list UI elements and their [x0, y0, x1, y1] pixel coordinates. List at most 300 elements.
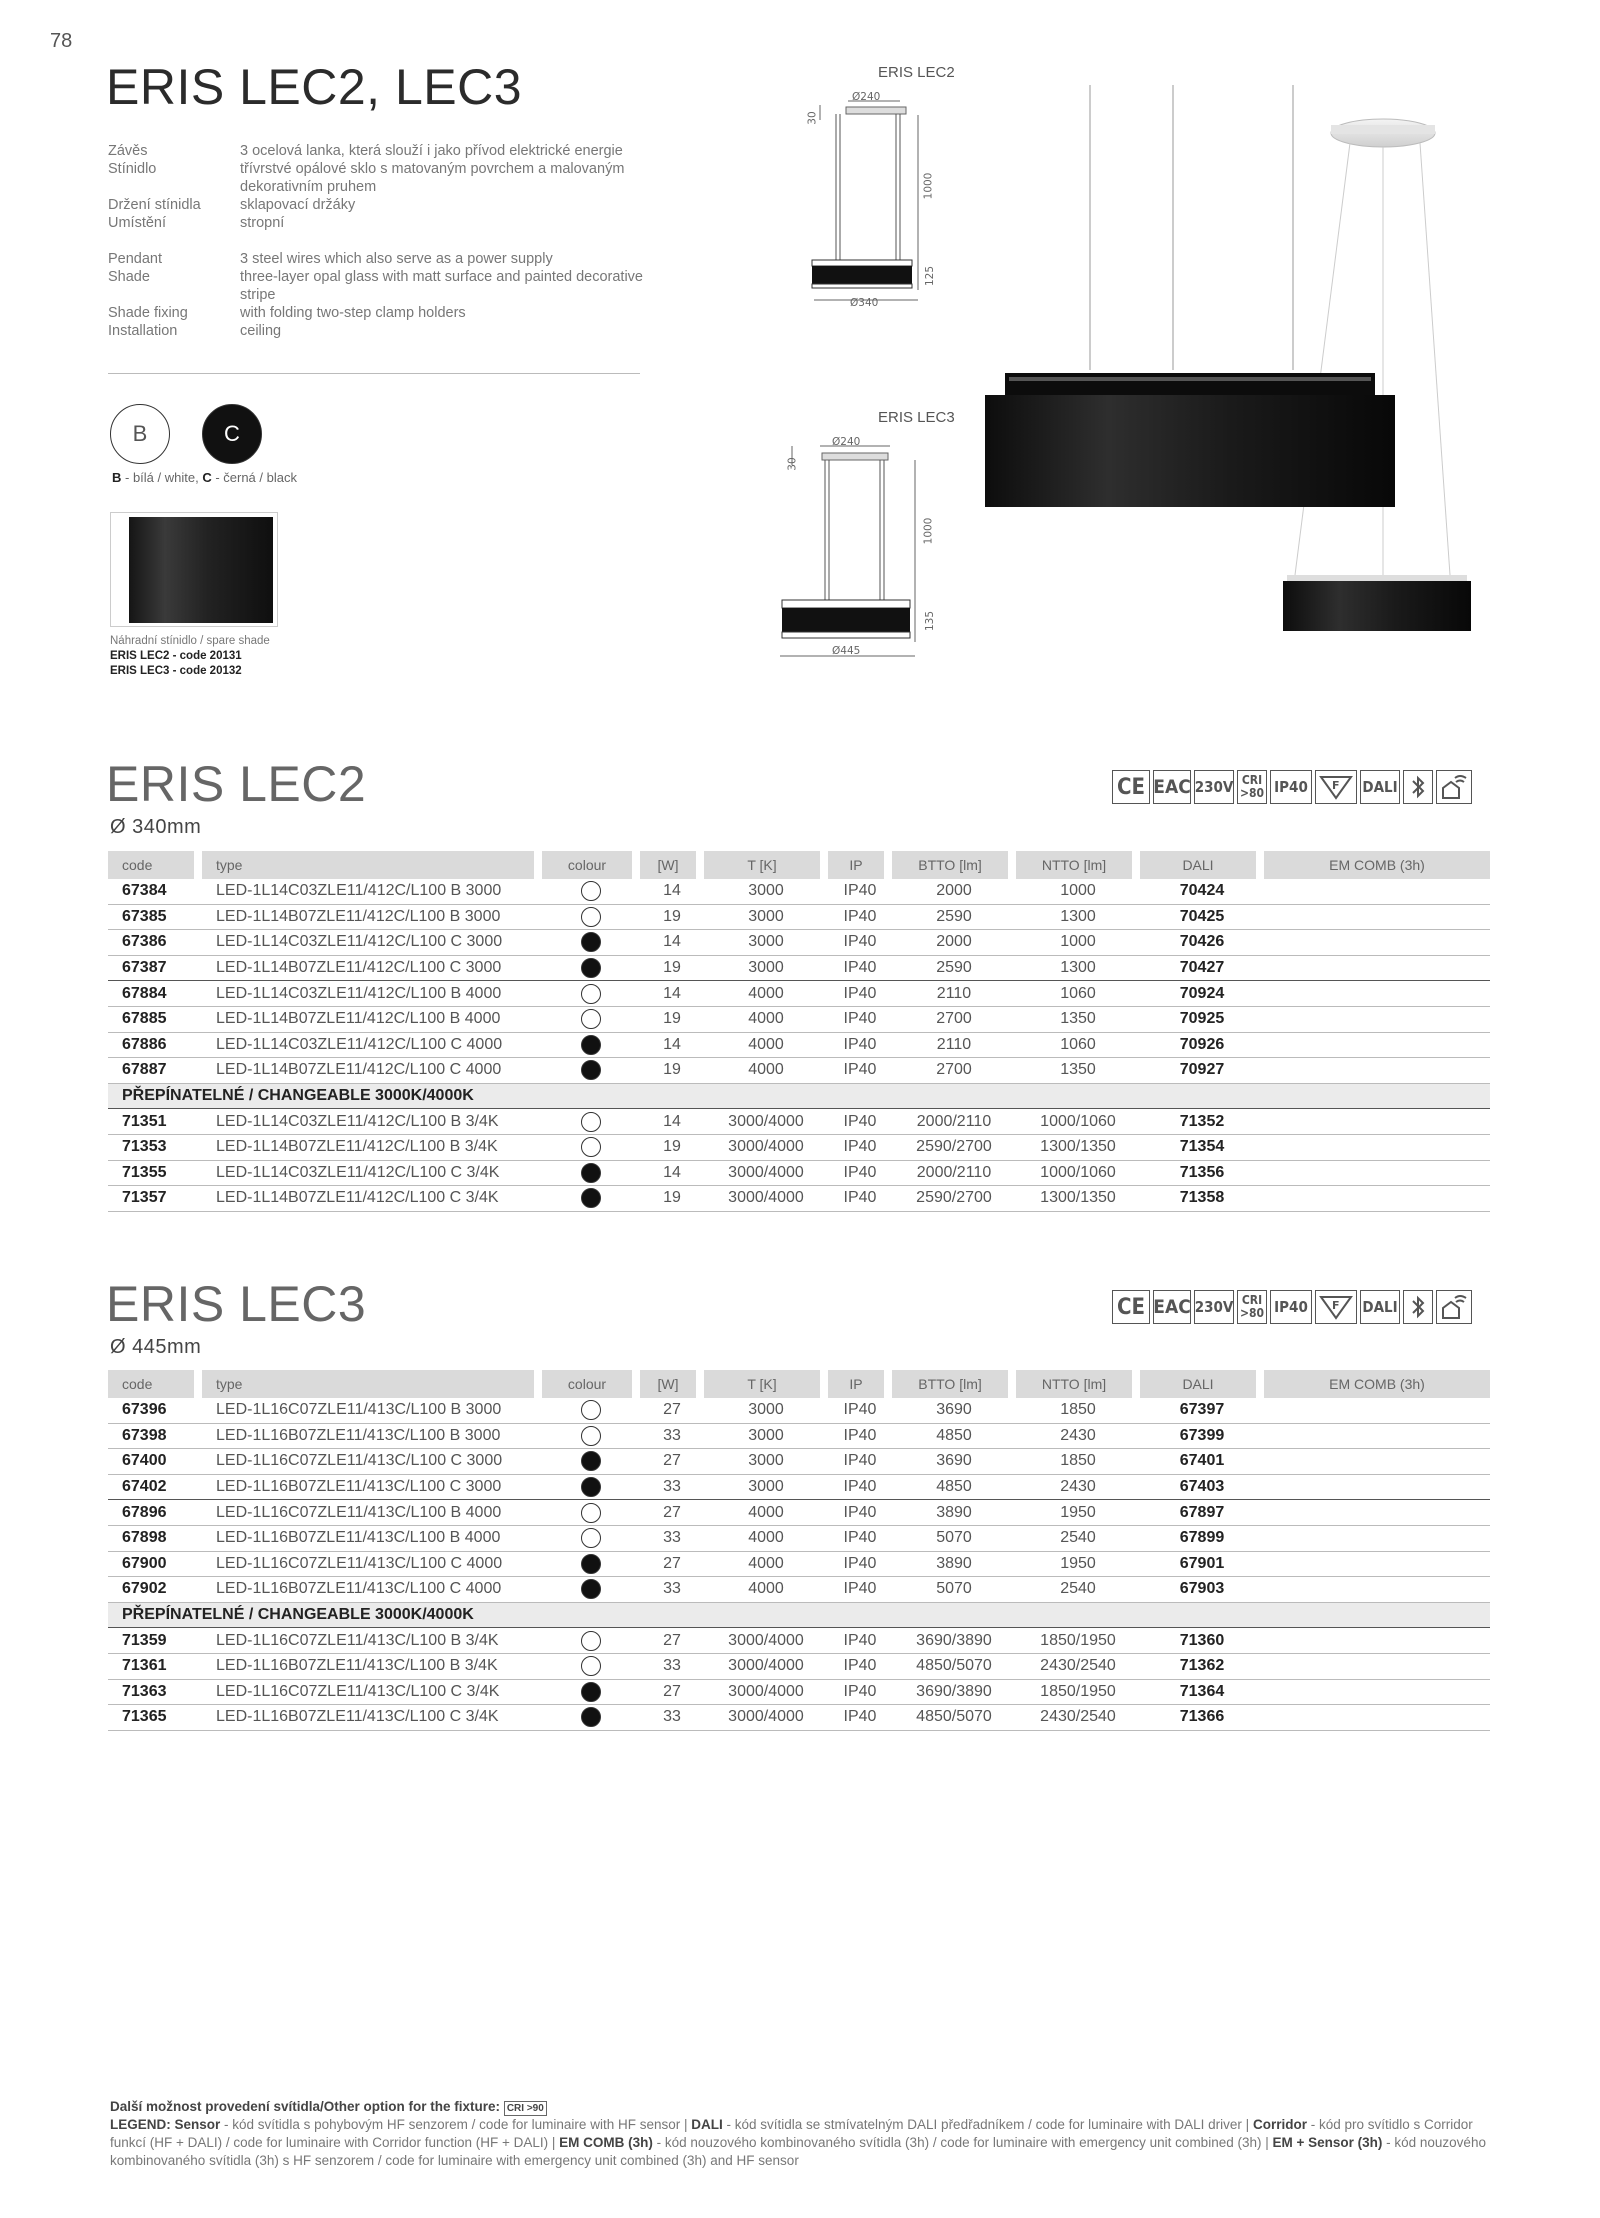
cell-colour [542, 1424, 640, 1450]
cell-w: 14 [640, 879, 704, 905]
cell-ip: IP40 [828, 1628, 892, 1654]
black-dot-icon [581, 1451, 601, 1471]
cell-btto: 3690 [892, 1449, 1016, 1475]
cell-colour [542, 1500, 640, 1526]
spec-key: Závěs [108, 143, 148, 159]
cell-ntto: 1000/1060 [1016, 1161, 1140, 1187]
cell-btto: 2700 [892, 1058, 1016, 1084]
cell-w: 19 [640, 1007, 704, 1033]
cell-t: 3000/4000 [704, 1161, 828, 1187]
table-row [108, 1007, 1490, 1033]
table-row [108, 1500, 1490, 1526]
cell-dali: 67897 [1140, 1500, 1264, 1526]
divider [108, 373, 640, 374]
cell-type: LED-1L16C07ZLE11/413C/L100 B 3/4K [202, 1628, 542, 1654]
cell-colour [542, 905, 640, 931]
cell-dali: 67901 [1140, 1552, 1264, 1578]
footer-other-label: Další možnost provedení svítidla/Other option for the fixture: [110, 2099, 501, 2114]
cell-colour [542, 981, 640, 1007]
cell-ntto: 1850/1950 [1016, 1628, 1140, 1654]
cell-dali: 70927 [1140, 1058, 1264, 1084]
table-row [108, 1033, 1490, 1059]
cell-em [1264, 1500, 1490, 1526]
cell-type: LED-1L16C07ZLE11/413C/L100 C 4000 [202, 1552, 542, 1578]
spec-row [108, 304, 660, 322]
cell-ip: IP40 [828, 879, 892, 905]
cri80-icon: CRI >80 [1237, 770, 1267, 804]
cell-type: LED-1L16B07ZLE11/413C/L100 C 3/4K [202, 1705, 542, 1731]
cell-em [1264, 981, 1490, 1007]
cell-w: 27 [640, 1628, 704, 1654]
svg-text:F: F [1332, 779, 1340, 792]
cell-dali: 71364 [1140, 1680, 1264, 1706]
cell-colour [542, 1628, 640, 1654]
colour-black-swatch [202, 404, 262, 464]
spec-value: 3 ocelová lanka, která slouží i jako přívod elektrické energie [240, 143, 623, 159]
cell-em [1264, 1424, 1490, 1450]
cell-btto: 2590 [892, 956, 1016, 982]
table-row [108, 1058, 1490, 1084]
table-subheader [108, 1084, 1490, 1110]
cell-dali: 70925 [1140, 1007, 1264, 1033]
cell-t: 4000 [704, 1033, 828, 1059]
cell-ip: IP40 [828, 1705, 892, 1731]
cell-w: 14 [640, 981, 704, 1007]
svg-text:F: F [1332, 1299, 1340, 1312]
table-row [108, 981, 1490, 1007]
table-row [108, 1398, 1490, 1424]
white-dot-icon [581, 1400, 601, 1420]
cell-colour [542, 1033, 640, 1059]
cell-em [1264, 1033, 1490, 1059]
black-dot-icon [581, 1035, 601, 1055]
cell-code: 71353 [108, 1135, 202, 1161]
legend-emcomb-text: - kód nouzového kombinovaného svítidla (3h) / code for luminaire with emergency unit combined (3h) | [652, 2135, 1273, 2150]
spec-value: stropní [240, 215, 285, 231]
cell-type: LED-1L14C03ZLE11/412C/L100 C 4000 [202, 1033, 542, 1059]
colour-legend-b-text: - bílá / white, [121, 470, 203, 485]
voltage-230v-icon: 230V [1194, 1290, 1234, 1324]
cell-type: LED-1L14B07ZLE11/412C/L100 C 3000 [202, 956, 542, 982]
cell-w: 14 [640, 930, 704, 956]
cell-t: 3000/4000 [704, 1705, 828, 1731]
col-temp: T [K] [704, 851, 828, 879]
col-emcomb: EM COMB (3h) [1264, 851, 1490, 879]
cell-dali: 70924 [1140, 981, 1264, 1007]
legend-sensor: Sensor [174, 2117, 221, 2132]
cell-ip: IP40 [828, 1058, 892, 1084]
spare-line-3: ERIS LEC3 - code 20132 [110, 665, 242, 677]
cell-type: LED-1L14B07ZLE11/412C/L100 C 4000 [202, 1058, 542, 1084]
table-row [108, 1449, 1490, 1475]
table-row [108, 905, 1490, 931]
cell-dali: 67401 [1140, 1449, 1264, 1475]
section-diameter-lec3: Ø 445mm [110, 1336, 202, 1358]
cell-t: 3000 [704, 1398, 828, 1424]
cell-t: 3000/4000 [704, 1680, 828, 1706]
spec-row [108, 322, 660, 340]
cell-code: 67900 [108, 1552, 202, 1578]
table-row [108, 956, 1490, 982]
spec-key: Installation [108, 323, 178, 339]
cell-w: 14 [640, 1109, 704, 1135]
cell-colour [542, 1680, 640, 1706]
cell-code: 67398 [108, 1424, 202, 1450]
legend-emcomb: EM COMB (3h) [559, 2135, 653, 2150]
cell-colour [542, 1398, 640, 1424]
black-dot-icon [581, 1707, 601, 1727]
cell-ip: IP40 [828, 1033, 892, 1059]
cell-ip: IP40 [828, 1449, 892, 1475]
cell-btto: 4850 [892, 1424, 1016, 1450]
cell-em [1264, 1449, 1490, 1475]
cell-t: 3000/4000 [704, 1628, 828, 1654]
cell-type: LED-1L14B07ZLE11/412C/L100 B 3/4K [202, 1135, 542, 1161]
cell-colour [542, 1007, 640, 1033]
cell-t: 4000 [704, 1526, 828, 1552]
page-number: 78 [50, 30, 73, 52]
cell-ntto: 1350 [1016, 1058, 1140, 1084]
cell-dali: 71362 [1140, 1654, 1264, 1680]
legend-emsensor: EM + Sensor (3h) [1272, 2135, 1383, 2150]
cell-type: LED-1L16C07ZLE11/413C/L100 B 3000 [202, 1398, 542, 1424]
cell-ntto: 1350 [1016, 1007, 1140, 1033]
white-dot-icon [581, 1528, 601, 1548]
black-dot-icon [581, 932, 601, 952]
cell-type: LED-1L14B07ZLE11/412C/L100 B 4000 [202, 1007, 542, 1033]
cell-code: 67396 [108, 1398, 202, 1424]
voltage-230v-icon: 230V [1194, 770, 1234, 804]
cell-t: 3000/4000 [704, 1654, 828, 1680]
subheader-label: PŘEPÍNATELNÉ / CHANGEABLE 3000K/4000K [108, 1603, 1490, 1629]
cell-ntto: 1000 [1016, 930, 1140, 956]
cell-code: 71361 [108, 1654, 202, 1680]
white-dot-icon [581, 881, 601, 901]
subheader-label: PŘEPÍNATELNÉ / CHANGEABLE 3000K/4000K [108, 1084, 1490, 1110]
cell-btto: 2590 [892, 905, 1016, 931]
colour-legend-c: C [202, 470, 212, 485]
spec-value: with folding two-step clamp holders [240, 305, 466, 321]
colour-black-letter: C [224, 421, 240, 446]
cell-t: 4000 [704, 981, 828, 1007]
cell-em [1264, 1552, 1490, 1578]
drawing-lec2 [800, 85, 960, 325]
cert-icons-lec3 [1112, 1290, 1472, 1324]
cell-btto: 2700 [892, 1007, 1016, 1033]
spec-row [108, 160, 660, 196]
legend-dali-text: - kód svítidla se stmívatelným DALI předřadníkem / code for luminaire with DALI driver | [722, 2117, 1253, 2132]
cell-em [1264, 1109, 1490, 1135]
cell-ntto: 2540 [1016, 1526, 1140, 1552]
legend-emsensor-text: - kód nouzového kombinovaného svítidla (3h) s HF senzorem / code for luminaire with emergency unit combined (3h) and HF sensor [110, 2135, 1486, 2168]
cell-w: 33 [640, 1705, 704, 1731]
spare-line-2: ERIS LEC2 - code 20131 [110, 650, 242, 662]
dim-lec2-top-h: 30 [806, 111, 819, 125]
table-row [108, 879, 1490, 905]
cell-colour [542, 1058, 640, 1084]
cell-em [1264, 1398, 1490, 1424]
col-ip: IP [828, 1370, 892, 1398]
spec-row [108, 268, 660, 304]
cell-w: 14 [640, 1033, 704, 1059]
cell-dali: 67397 [1140, 1398, 1264, 1424]
cell-code: 67902 [108, 1577, 202, 1603]
cell-t: 4000 [704, 1058, 828, 1084]
cell-ntto: 1850 [1016, 1449, 1140, 1475]
cell-ip: IP40 [828, 1161, 892, 1187]
cell-code: 67886 [108, 1033, 202, 1059]
cell-code: 67387 [108, 956, 202, 982]
black-dot-icon [581, 1188, 601, 1208]
col-ntto: NTTO [lm] [1016, 851, 1140, 879]
col-watt: [W] [640, 851, 704, 879]
cell-w: 33 [640, 1654, 704, 1680]
spare-shade-caption [110, 634, 270, 679]
table-row [108, 1577, 1490, 1603]
col-btto: BTTO [lm] [892, 851, 1016, 879]
cell-ntto: 1060 [1016, 1033, 1140, 1059]
cell-code: 67898 [108, 1526, 202, 1552]
table-row [108, 1186, 1490, 1212]
cell-ip: IP40 [828, 1398, 892, 1424]
cell-em [1264, 1135, 1490, 1161]
cell-btto: 3690/3890 [892, 1628, 1016, 1654]
cell-t: 3000 [704, 1449, 828, 1475]
cell-ntto: 1950 [1016, 1552, 1140, 1578]
cell-type: LED-1L14C03ZLE11/412C/L100 C 3/4K [202, 1161, 542, 1187]
cell-ip: IP40 [828, 1475, 892, 1501]
cell-ntto: 1060 [1016, 981, 1140, 1007]
cell-btto: 2000 [892, 879, 1016, 905]
spec-value: ceiling [240, 323, 282, 339]
cell-w: 33 [640, 1475, 704, 1501]
cell-t: 4000 [704, 1007, 828, 1033]
spec-value: three-layer opal glass with matt surface and painted decorative stripe [240, 269, 643, 303]
spec-value: sklapovací držáky [240, 197, 356, 213]
ip40-icon: IP40 [1270, 770, 1312, 804]
cell-dali: 71358 [1140, 1186, 1264, 1212]
cert-icons-lec2 [1112, 770, 1472, 804]
cell-t: 4000 [704, 1552, 828, 1578]
black-dot-icon [581, 1060, 601, 1080]
cell-t: 3000 [704, 956, 828, 982]
cell-dali: 70926 [1140, 1033, 1264, 1059]
cell-ntto: 2430/2540 [1016, 1654, 1140, 1680]
cell-dali: 71354 [1140, 1135, 1264, 1161]
ce-mark-icon: CE [1112, 770, 1150, 804]
cell-em [1264, 1161, 1490, 1187]
spare-shade-image [110, 512, 278, 627]
cell-w: 19 [640, 1135, 704, 1161]
white-dot-icon [581, 1112, 601, 1132]
cri80-icon: CRI >80 [1237, 1290, 1267, 1324]
spec-value: třívrstvé opálové sklo s matovaným povrchem a malovaným dekorativním pruhem [240, 161, 625, 195]
cell-colour [542, 1135, 640, 1161]
table-row [108, 1705, 1490, 1731]
cell-ip: IP40 [828, 956, 892, 982]
cell-colour [542, 956, 640, 982]
dim-lec3-top-dia: Ø240 [832, 436, 861, 448]
cell-btto: 2590/2700 [892, 1135, 1016, 1161]
col-temp: T [K] [704, 1370, 828, 1398]
cell-btto: 2000/2110 [892, 1161, 1016, 1187]
cell-code: 67384 [108, 879, 202, 905]
col-btto: BTTO [lm] [892, 1370, 1016, 1398]
specs-cz [108, 142, 660, 232]
cell-btto: 3890 [892, 1552, 1016, 1578]
col-colour: colour [542, 851, 640, 879]
cell-colour [542, 1109, 640, 1135]
table-header-row [108, 851, 1490, 879]
dim-lec3-shade-h: 135 [924, 610, 937, 632]
cell-em [1264, 1058, 1490, 1084]
cell-type: LED-1L16C07ZLE11/413C/L100 C 3000 [202, 1449, 542, 1475]
cell-t: 3000/4000 [704, 1109, 828, 1135]
dim-lec3-top-h: 30 [786, 457, 799, 471]
dim-lec3-cable: 1000 [922, 517, 935, 545]
col-type: type [202, 851, 542, 879]
table-row [108, 1680, 1490, 1706]
spare-line-1: Náhradní stínidlo / spare shade [110, 635, 270, 647]
cell-ip: IP40 [828, 930, 892, 956]
spec-key: Umístění [108, 215, 167, 231]
cell-t: 3000 [704, 879, 828, 905]
cell-ntto: 1000 [1016, 879, 1140, 905]
dim-lec2-shade-dia: Ø340 [850, 297, 879, 309]
cell-colour [542, 1526, 640, 1552]
spec-value: 3 steel wires which also serve as a power supply [240, 251, 553, 267]
col-dali: DALI [1140, 851, 1264, 879]
spec-row [108, 250, 660, 268]
f-mark-icon [1315, 770, 1357, 804]
section-title-lec2: ERIS LEC2 [106, 756, 367, 812]
cell-w: 27 [640, 1680, 704, 1706]
cell-t: 4000 [704, 1577, 828, 1603]
cell-ntto: 1300/1350 [1016, 1186, 1140, 1212]
cell-colour [542, 930, 640, 956]
cell-ip: IP40 [828, 1424, 892, 1450]
cell-em [1264, 1628, 1490, 1654]
cell-ip: IP40 [828, 1654, 892, 1680]
colour-legend-b: B [112, 470, 122, 485]
smart-home-icon [1436, 770, 1472, 804]
drawing-lec2-label: ERIS LEC2 [878, 64, 955, 81]
cell-dali: 67403 [1140, 1475, 1264, 1501]
colour-white-swatch [110, 404, 170, 464]
cell-ntto: 1950 [1016, 1500, 1140, 1526]
ce-mark-icon: CE [1112, 1290, 1150, 1324]
cell-ntto: 1300 [1016, 956, 1140, 982]
cell-btto: 5070 [892, 1526, 1016, 1552]
cell-dali: 71356 [1140, 1161, 1264, 1187]
cell-btto: 2110 [892, 981, 1016, 1007]
cell-btto: 2590/2700 [892, 1186, 1016, 1212]
black-dot-icon [581, 1682, 601, 1702]
cell-btto: 4850/5070 [892, 1654, 1016, 1680]
cell-t: 4000 [704, 1500, 828, 1526]
cell-t: 3000 [704, 1475, 828, 1501]
cell-type: LED-1L16C07ZLE11/413C/L100 B 4000 [202, 1500, 542, 1526]
legend-label: LEGEND: [110, 2117, 171, 2132]
cell-t: 3000 [704, 905, 828, 931]
cell-code: 67402 [108, 1475, 202, 1501]
cell-type: LED-1L16B07ZLE11/413C/L100 B 3000 [202, 1424, 542, 1450]
section-diameter-lec2: Ø 340mm [110, 816, 202, 838]
eac-mark-icon: EAC [1153, 770, 1191, 804]
legend-dali: DALI [691, 2117, 723, 2132]
white-dot-icon [581, 1426, 601, 1446]
cell-type: LED-1L16C07ZLE11/413C/L100 C 3/4K [202, 1680, 542, 1706]
cell-ip: IP40 [828, 1680, 892, 1706]
cell-code: 67887 [108, 1058, 202, 1084]
cell-ip: IP40 [828, 1186, 892, 1212]
cell-type: LED-1L14C03ZLE11/412C/L100 B 4000 [202, 981, 542, 1007]
specs-block [108, 142, 660, 340]
col-watt: [W] [640, 1370, 704, 1398]
section-title-lec3: ERIS LEC3 [106, 1276, 367, 1332]
cell-em [1264, 1475, 1490, 1501]
cell-colour [542, 1577, 640, 1603]
cell-w: 27 [640, 1552, 704, 1578]
cell-ntto: 1850 [1016, 1398, 1140, 1424]
bluetooth-icon [1403, 770, 1433, 804]
cell-dali: 67899 [1140, 1526, 1264, 1552]
cell-type: LED-1L16B07ZLE11/413C/L100 C 4000 [202, 1577, 542, 1603]
cell-ip: IP40 [828, 1526, 892, 1552]
spec-key: Držení stínidla [108, 197, 201, 213]
cell-code: 71365 [108, 1705, 202, 1731]
cell-t: 3000/4000 [704, 1186, 828, 1212]
cell-t: 3000 [704, 1424, 828, 1450]
cell-ntto: 2430/2540 [1016, 1705, 1140, 1731]
cell-ntto: 1300 [1016, 905, 1140, 931]
cell-em [1264, 1705, 1490, 1731]
col-type: type [202, 1370, 542, 1398]
cell-code: 71351 [108, 1109, 202, 1135]
col-colour: colour [542, 1370, 640, 1398]
table-row [108, 1424, 1490, 1450]
cell-btto: 2000/2110 [892, 1109, 1016, 1135]
cell-btto: 3890 [892, 1500, 1016, 1526]
cell-w: 19 [640, 1058, 704, 1084]
cell-ip: IP40 [828, 1135, 892, 1161]
cell-dali: 71360 [1140, 1628, 1264, 1654]
cell-type: LED-1L16B07ZLE11/413C/L100 B 4000 [202, 1526, 542, 1552]
cell-colour [542, 1161, 640, 1187]
cell-type: LED-1L16B07ZLE11/413C/L100 C 3000 [202, 1475, 542, 1501]
cell-ip: IP40 [828, 1577, 892, 1603]
cell-type: LED-1L16B07ZLE11/413C/L100 B 3/4K [202, 1654, 542, 1680]
cell-btto: 3690/3890 [892, 1680, 1016, 1706]
white-dot-icon [581, 1656, 601, 1676]
cell-em [1264, 1577, 1490, 1603]
bluetooth-icon [1403, 1290, 1433, 1324]
cell-w: 33 [640, 1424, 704, 1450]
table-subheader [108, 1603, 1490, 1629]
cell-ip: IP40 [828, 1552, 892, 1578]
table-header-row [108, 1370, 1490, 1398]
cell-w: 33 [640, 1526, 704, 1552]
spec-key: Shade [108, 269, 150, 285]
cell-ntto: 2540 [1016, 1577, 1140, 1603]
cell-type: LED-1L14B07ZLE11/412C/L100 C 3/4K [202, 1186, 542, 1212]
cell-colour [542, 879, 640, 905]
dali-icon: DALI [1360, 770, 1400, 804]
cell-em [1264, 930, 1490, 956]
cell-t: 3000 [704, 930, 828, 956]
cell-em [1264, 1526, 1490, 1552]
cell-colour [542, 1186, 640, 1212]
